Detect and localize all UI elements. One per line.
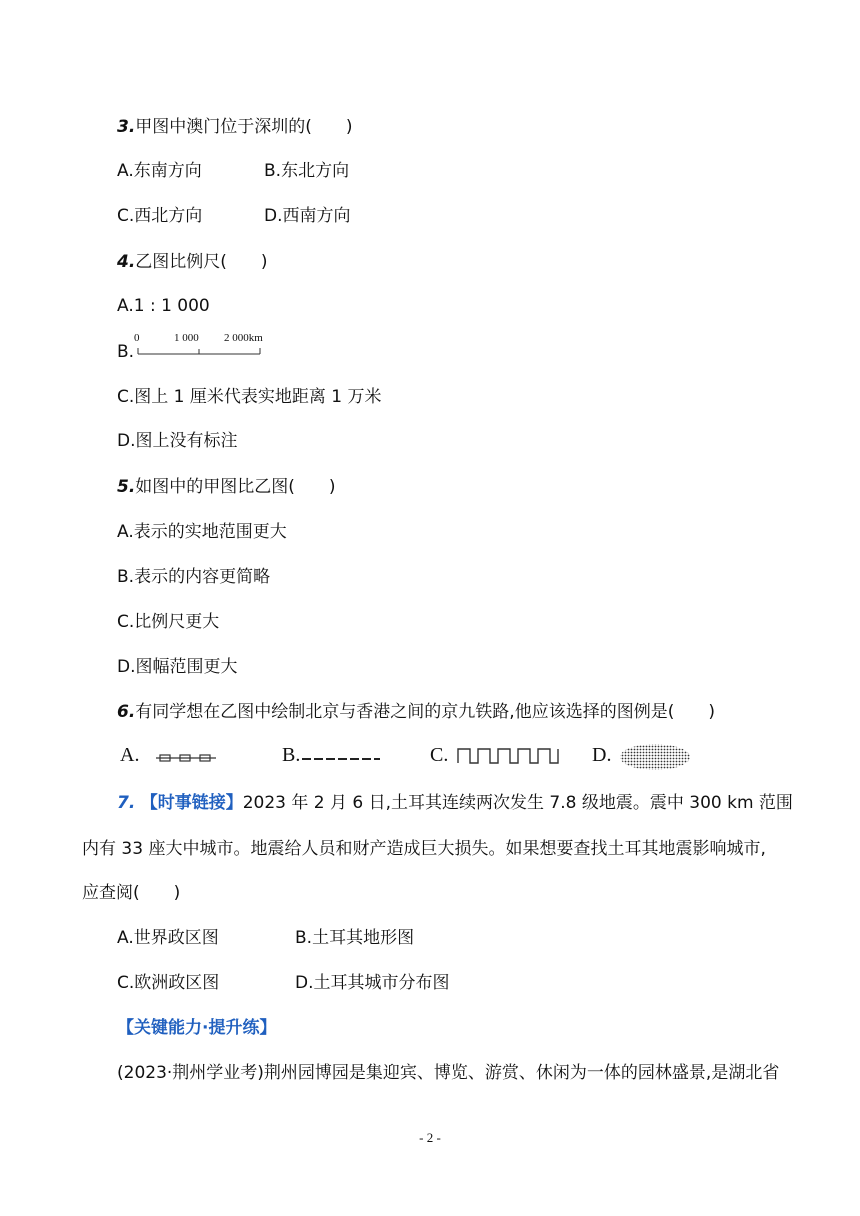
current-affairs-tag: 【时事链接】	[140, 793, 243, 813]
q6-option-d-label: D.	[592, 744, 612, 766]
question-number: 5.	[117, 477, 136, 497]
question-number: 4.	[117, 252, 136, 272]
question-number: 7.	[117, 793, 136, 813]
scale-tick-2000: 2 000km	[224, 332, 263, 344]
dashed-line-icon	[302, 754, 382, 764]
square-wave-icon	[456, 746, 566, 766]
question-text: 甲图中澳门位于深圳的( )	[135, 117, 353, 137]
q3-option-b: B.东北方向	[264, 161, 350, 181]
scale-line	[134, 332, 284, 358]
question-text: 如图中的甲图比乙图( )	[135, 477, 336, 497]
q5-option-b: B.表示的内容更简略	[117, 567, 271, 587]
scale-tick-1000: 1 000	[174, 332, 199, 344]
scale-tick-0: 0	[134, 332, 140, 344]
question-5-stem	[117, 476, 336, 498]
section-heading: 【关键能力·提升练】	[117, 1018, 277, 1038]
question-text: 乙图比例尺( )	[135, 252, 268, 272]
q6-option-b-label: B.	[282, 744, 301, 766]
option-label: B.	[117, 342, 135, 362]
q7-option-b: B.土耳其地形图	[295, 928, 415, 948]
q4-option-c: C.图上 1 厘米代表实地距离 1 万米	[117, 387, 382, 407]
q7-option-d: D.土耳其城市分布图	[295, 973, 450, 993]
dotted-area-icon	[618, 742, 694, 772]
question-text: 有同学想在乙图中绘制北京与香港之间的京九铁路,他应该选择的图例是( )	[135, 702, 715, 722]
question-text: 2023 年 2 月 6 日,土耳其连续两次发生 7.8 级地震。震中 300 km 范围	[242, 793, 793, 813]
passage-text: (2023·荆州学业考)荆州园博园是集迎宾、博览、游赏、休闲为一体的园林盛景,是湖北省	[117, 1063, 780, 1083]
question-4-stem	[117, 251, 268, 273]
q3-option-d: D.西南方向	[264, 206, 351, 226]
q3-option-c: C.西北方向	[117, 206, 203, 226]
q4-option-d: D.图上没有标注	[117, 431, 238, 451]
scale-bar	[134, 332, 284, 358]
q4-option-a: A.1 : 1 000	[117, 296, 210, 316]
question-7-line-2: 内有 33 座大中城市。地震给人员和财产造成巨大损失。如果想要查找土耳其地震影响城市,	[82, 839, 766, 859]
page-number: - 2 -	[419, 1130, 441, 1145]
question-6-stem	[117, 701, 715, 723]
question-3-stem	[117, 116, 353, 138]
question-7-line-3: 应查阅( )	[82, 883, 181, 903]
q7-option-c: C.欧洲政区图	[117, 973, 220, 993]
question-number: 6.	[117, 702, 136, 722]
q3-option-a: A.东南方向	[117, 161, 202, 181]
question-number: 3.	[117, 117, 136, 137]
railway-symbol-icon	[156, 752, 222, 764]
q6-option-c-label: C.	[430, 744, 449, 766]
question-7-stem	[117, 792, 793, 814]
q5-option-a: A.表示的实地范围更大	[117, 522, 287, 542]
q5-option-d: D.图幅范围更大	[117, 657, 238, 677]
q6-legend-options	[120, 740, 720, 774]
q5-option-c: C.比例尺更大	[117, 612, 220, 632]
q6-option-a-label: A.	[120, 744, 140, 766]
q4-option-b	[117, 341, 134, 363]
q7-option-a: A.世界政区图	[117, 928, 219, 948]
